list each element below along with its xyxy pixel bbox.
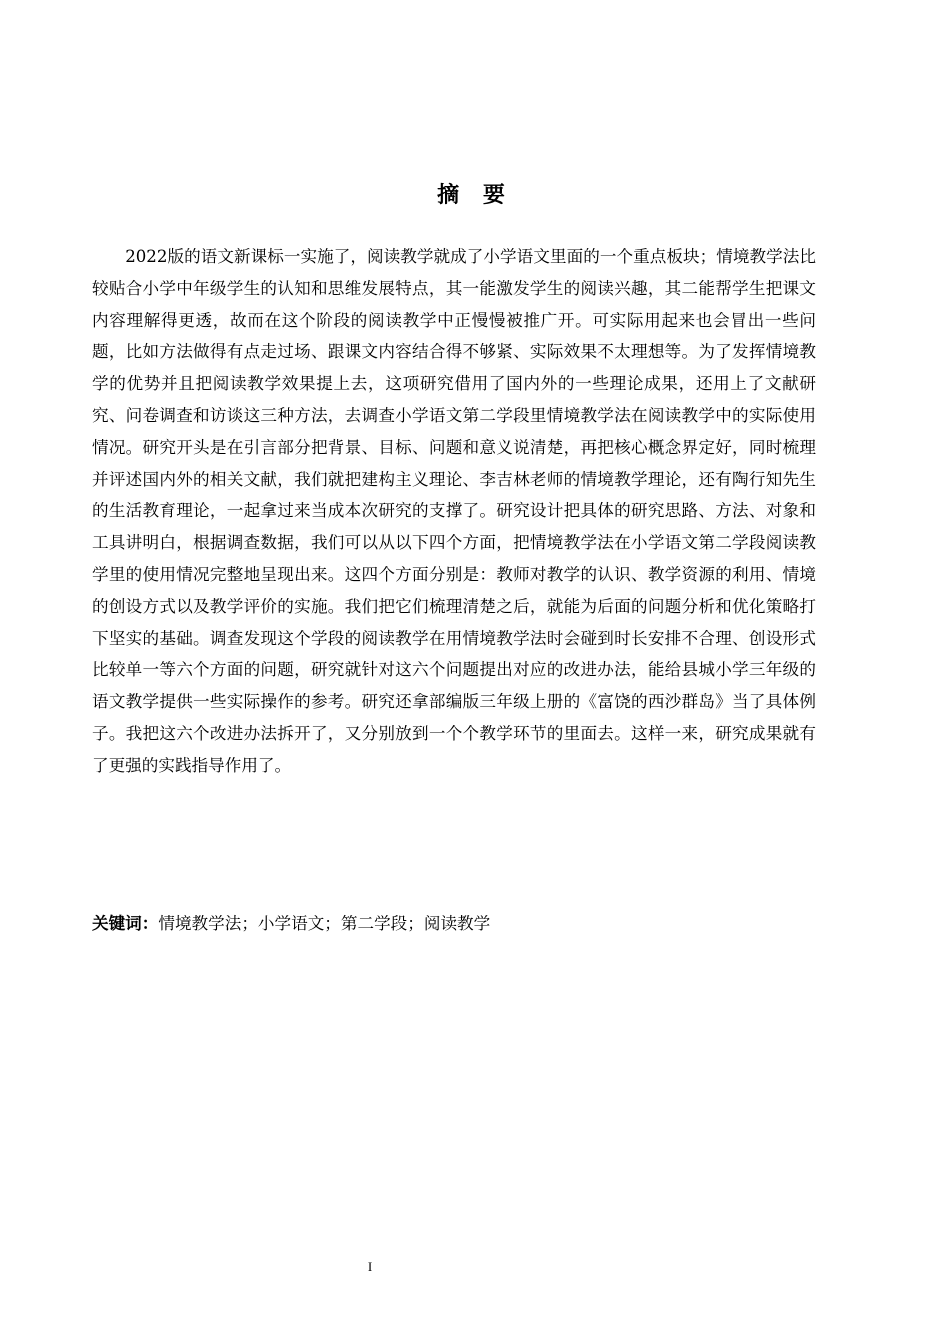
- abstract-body: 2022版的语文新课标一实施了，阅读教学就成了小学语文里面的一个重点板块；情境教学法比较贴合小学中年级学生的认知和思维发展特点，其一能激发学生的阅读兴趣，其二能帮学生把课文内容理解得更透，故而在这个阶段的阅读教学中正慢慢被推广开。可实际用起来也会冒出一些问题，比如方法做得有点走过场、跟课文内容结合得不够紧、实际效果不太理想等。为了发挥情境教学的优势并且把阅读教学效果提上去，这项研究借用了国内外的一些理论成果，还用上了文献研究、问卷调查和访谈这三种方法，去调查小学语文第二学段里情境教学法在阅读教学中的实际使用情况。研究开头是在引言部分把背景、目标、问题和意义说清楚，再把核心概念界定好，同时梳理并评述国内外的相关文献，我们就把建构主义理论、李吉林老师的情境教学理论，还有陶行知先生的生活教育理论，一起拿过来当成本次研究的支撑了。研究设计把具体的研究思路、方法、对象和工具讲明白，根据调查数据，我们可以从以下四个方面，把情境教学法在小学语文第二学段阅读教学里的使用情况完整地呈现出来。这四个方面分别是：教师对教学的认识、教学资源的利用、情境的创设方式以及教学评价的实施。我们把它们梳理清楚之后，就能为后面的问题分析和优化策略打下坚实的基础。调查发现这个学段的阅读教学在用情境教学法时会碰到时长安排不合理、创设形式比较单一等六个方面的问题，研究就针对这六个问题提出对应的改进办法，能给县城小学三年级的语文教学提供一些实际操作的参考。研究还拿部编版三年级上册的《富饶的西沙群岛》当了具体例子。我把这六个改进办法拆开了，又分别放到一个个教学环节的里面去。这样一来，研究成果就有了更强的实践指导作用了。: [92, 247, 816, 775]
- keywords-line: [92, 908, 816, 940]
- keywords-label: 关键词：: [92, 914, 159, 933]
- abstract-title: 摘 要: [437, 183, 513, 208]
- page-number: I: [367, 1259, 373, 1274]
- keywords-list: 情境教学法；小学语文；第二学段；阅读教学: [158, 914, 491, 933]
